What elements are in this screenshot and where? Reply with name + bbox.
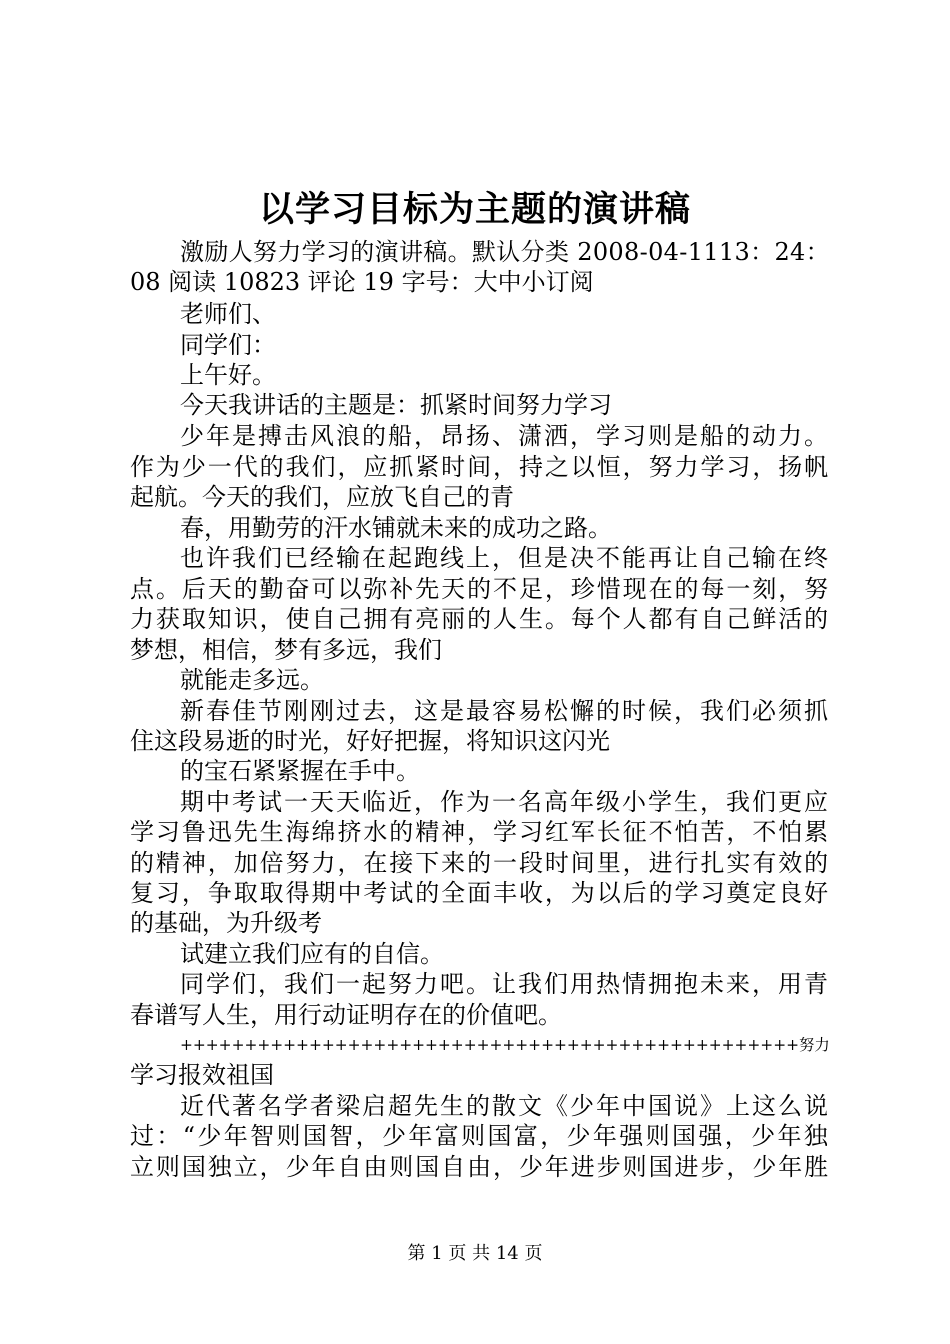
text-line: 立则国独立，少年自由则国自由，少年进步则国进步，少年胜 — [130, 1153, 831, 1181]
text-line: 也许我们已经输在起跑线上，但是决不能再让自己输在终 — [180, 544, 830, 572]
text-line: 同学们，我们一起努力吧。让我们用热情拥抱未来，用青 — [180, 970, 830, 998]
document-title: 以学习目标为主题的演讲稿 — [258, 189, 691, 230]
text-line: 的基础，为升级考 — [130, 909, 322, 937]
text-line: 少年是搏击风浪的船，昂扬、潇洒，学习则是船的动力。 — [180, 422, 830, 450]
text-line: 今天我讲话的主题是：抓紧时间努力学习 — [180, 391, 612, 419]
text-line: 点。后天的勤奋可以弥补先天的不足，珍惜现在的每一刻，努 — [130, 575, 831, 603]
text-line: 学习鲁迅先生海绵挤水的精神，学习红军长征不怕苦，不怕累 — [130, 818, 831, 846]
text-line: 老师们、 — [180, 300, 276, 328]
text-line: 作为少一代的我们，应抓紧时间，持之以恒，努力学习，扬帆 — [130, 453, 831, 481]
text-line: 春，用勤劳的汗水铺就未来的成功之路。 — [180, 514, 612, 542]
text-line: 近代著名学者梁启超先生的散文《少年中国说》上这么说 — [180, 1092, 830, 1120]
text-line: 08 阅读 10823 评论 19 字号：大中小订阅 — [130, 268, 594, 296]
text-line: 激励人努力学习的演讲稿。默认分类 2008-04-1113：24： — [180, 238, 830, 266]
text-line: 住这段易逝的时光，好好把握，将知识这闪光 — [130, 727, 610, 755]
text-line: 的精神，加倍努力，在接下来的一段时间里，进行扎实有效的 — [130, 849, 831, 877]
text-line: 试建立我们应有的自信。 — [180, 940, 444, 968]
text-line: 复习，争取取得期中考试的全面丰收，为以后的学习奠定良好 — [130, 879, 831, 907]
text-line: 春谱写人生，用行动证明存在的价值吧。 — [130, 1001, 562, 1029]
text-line: 起航。今天的我们，应放飞自己的青 — [130, 483, 514, 511]
text-line: 期中考试一天天临近，作为一名高年级小学生，我们更应 — [180, 788, 830, 816]
text-line: 上午好。 — [180, 361, 276, 389]
text-line: 力获取知识，使自己拥有亮丽的人生。每个人都有自己鲜活的 — [130, 605, 831, 633]
text-line: 过：“少年智则国智，少年富则国富，少年强则国强，少年独 — [130, 1122, 831, 1150]
text-line: 就能走多远。 — [180, 666, 324, 694]
text-line: 同学们： — [180, 331, 276, 359]
text-line: ++++++++++++++++++++++++++++++++++++++++++++++++努力 — [180, 1036, 830, 1054]
page-footer: 第 1 页 共 14 页 — [407, 1243, 543, 1264]
text-line: 学习报效祖国 — [130, 1061, 274, 1089]
text-line: 的宝石紧紧握在手中。 — [180, 757, 420, 785]
text-line: 新春佳节刚刚过去，这是最容易松懈的时候，我们必须抓 — [180, 697, 830, 725]
text-line: 梦想，相信，梦有多远，我们 — [130, 636, 442, 664]
